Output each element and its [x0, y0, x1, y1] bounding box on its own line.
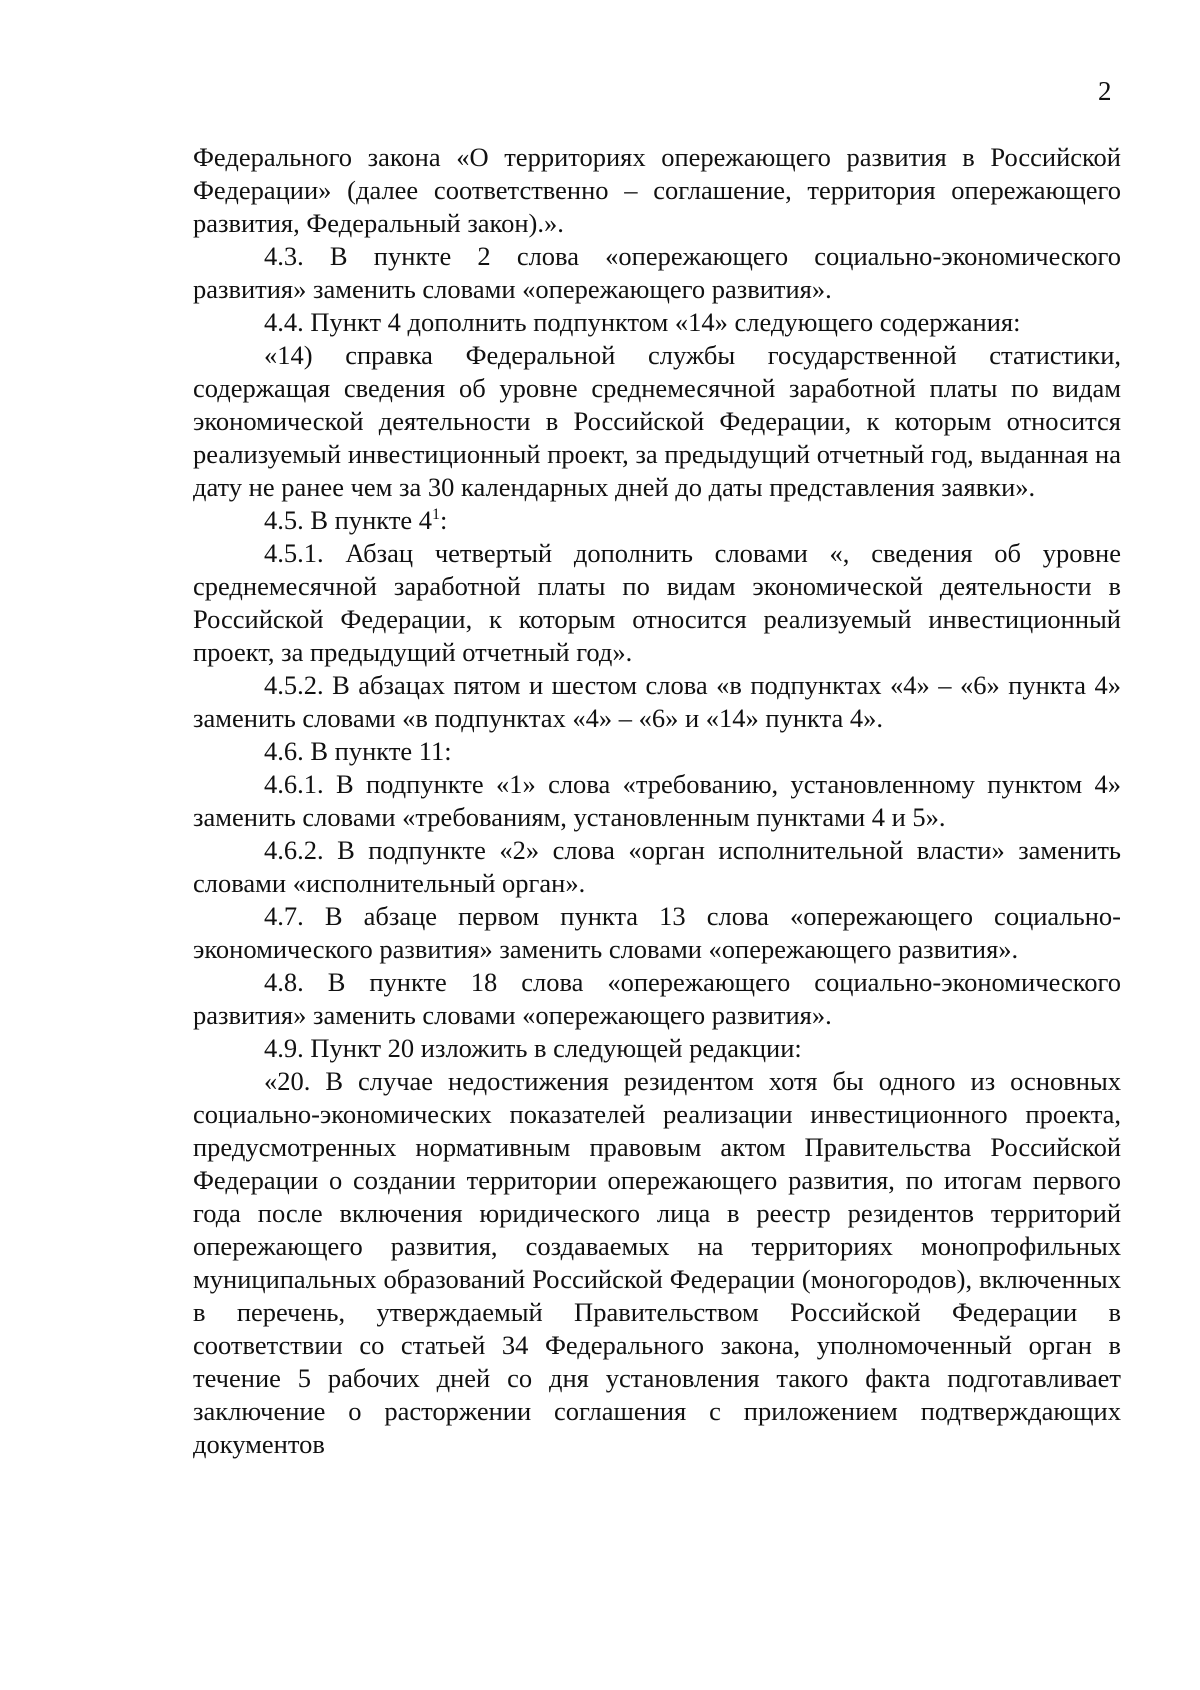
paragraph-4-5-suffix: :	[440, 505, 448, 535]
paragraph-4-5-text: 4.5. В пункте 4	[264, 505, 433, 535]
paragraph-4-5-1: 4.5.1. Абзац четвертый дополнить словами «, сведения об уровне среднемесячной заработной платы по видам экономической деятельности в Российской Федерации, к которым относится реализуемый инвестиционный проект, за предыдущий отчетный год».	[193, 538, 1121, 667]
paragraph-4-5-2: 4.5.2. В абзацах пятом и шестом слова «в подпунктах «4» – «6» пункта 4» заменить словами «в подпунктах «4» – «6» и «14» пункта 4».	[193, 670, 1121, 733]
paragraph-4-6: 4.6. В пункте 11:	[264, 736, 452, 766]
paragraph-continuation: Федерального закона «О территориях опережающего развития в Российской Федерации» (далее соответственно – соглашение, территория опережающего развития, Федеральный закон).».	[193, 142, 1121, 238]
paragraph-4-5	[193, 504, 1121, 537]
paragraph-4-5-superscript: 1	[432, 506, 441, 524]
paragraph-subitem-14: «14) справка Федеральной службы государственной статистики, содержащая сведения об уровне среднемесячной заработной платы по видам экономической деятельности в Российской Федерации, к которым относится реализуемый инвестиционный проект, за предыдущий отчетный год, выданная на дату не ранее чем за 30 календарных дней до даты представления заявки».	[193, 340, 1121, 502]
paragraph-4-7: 4.7. В абзаце первом пункта 13 слова «опережающего социально-экономического развития» заменить словами «опережающего развития».	[193, 901, 1121, 964]
paragraph-4-4: 4.4. Пункт 4 дополнить подпунктом «14» следующего содержания:	[264, 307, 1021, 337]
paragraph-4-3: 4.3. В пункте 2 слова «опережающего социально-экономического развития» заменить словами «опережающего развития».	[193, 241, 1121, 304]
paragraph-4-8: 4.8. В пункте 18 слова «опережающего социально-экономического развития» заменить словами «опережающего развития».	[193, 967, 1121, 1030]
page-number: 2	[1098, 76, 1112, 106]
paragraph-4-6-2: 4.6.2. В подпункте «2» слова «орган исполнительной власти» заменить словами «исполнительный орган».	[193, 835, 1121, 898]
paragraph-4-6-1: 4.6.1. В подпункте «1» слова «требованию, установленному пунктом 4» заменить словами «требованиям, установленным пунктами 4 и 5».	[193, 769, 1121, 832]
paragraph-4-9: 4.9. Пункт 20 изложить в следующей редакции:	[264, 1033, 802, 1063]
document-body	[193, 141, 1121, 1461]
paragraph-item-20: «20. В случае недостижения резидентом хотя бы одного из основных социально-экономических показателей реализации инвестиционного проекта, предусмотренных нормативным правовым актом Правительства Российской Федерации о создании территории опережающего развития, по итогам первого года после включения юридического лица в реестр резидентов территорий опережающего развития, создаваемых на территориях монопрофильных муниципальных образований Российской Федерации (моногородов), включенных в перечень, утверждаемый Правительством Российской Федерации в соответствии со статьей 34 Федерального закона, уполномоченный орган в течение 5 рабочих дней со дня установления такого факта подготавливает заключение о расторжении соглашения с приложением подтверждающих документов	[193, 1066, 1121, 1459]
